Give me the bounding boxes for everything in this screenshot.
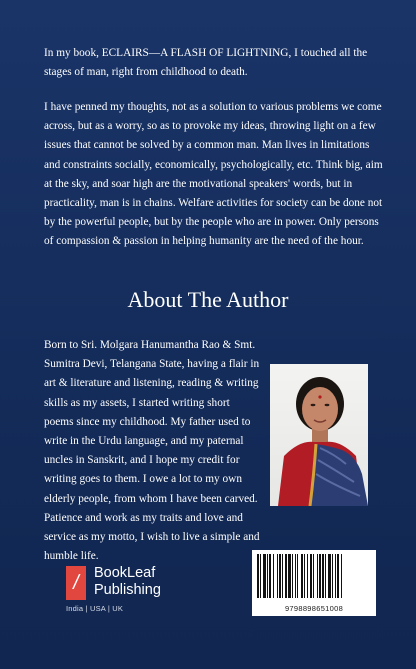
intro-paragraph-2: I have penned my thoughts, not as a solution to various problems we come across, but as a worry, so as to provoke my ideas, throwing light on a few issues that cannot be solved by a common man. Man lives in limitations and constraints socially, economically, psychologically, etc. Think big, aim at the sky, and soar high are the motivational speakers' words, but in practicality, man is in chains. Welfare activities for society can be done not by the powerful people, but by the people who are in power. Only persons of compassion & passion in helping humanity are the need of the hour. bbox=[44, 101, 383, 248]
about-author-heading: About The Author bbox=[127, 287, 289, 312]
publisher-logo-mark: / bbox=[66, 566, 86, 600]
author-portrait-image bbox=[270, 364, 368, 506]
isbn-number: 9798898651008 bbox=[284, 604, 344, 613]
isbn-barcode bbox=[252, 550, 376, 616]
barcode-bars bbox=[257, 554, 371, 598]
publisher-logo[interactable] bbox=[66, 566, 226, 616]
intro-paragraph-1: In my book, ECLAIRS—A FLASH OF LIGHTNING, I touched all the stages of man, right from childhood to death. bbox=[44, 47, 368, 79]
author-bio: Born to Sri. Molgara Hanumantha Rao & Smt. Sumitra Devi, Telangana State, having a flair in art & literature and listening, reading & writing skills as my assets, I started writing short poems since my childhood. My father used to write in the Urdu language, and my paternal uncles in Sanskrit, and I hope my credit for writing goes to them. I owe a lot to my own elderly people, from whom I have been carved. Patience and work as my traits and love and service as my motto, I wish to live a simple and humble life. bbox=[44, 339, 260, 563]
author-photo bbox=[270, 364, 368, 506]
publisher-regions: India | USA | UK bbox=[66, 604, 124, 613]
publisher-name bbox=[94, 565, 161, 599]
publisher-name-line1: BookLeaf bbox=[94, 565, 156, 581]
publisher-name-line2: Publishing bbox=[94, 582, 161, 598]
